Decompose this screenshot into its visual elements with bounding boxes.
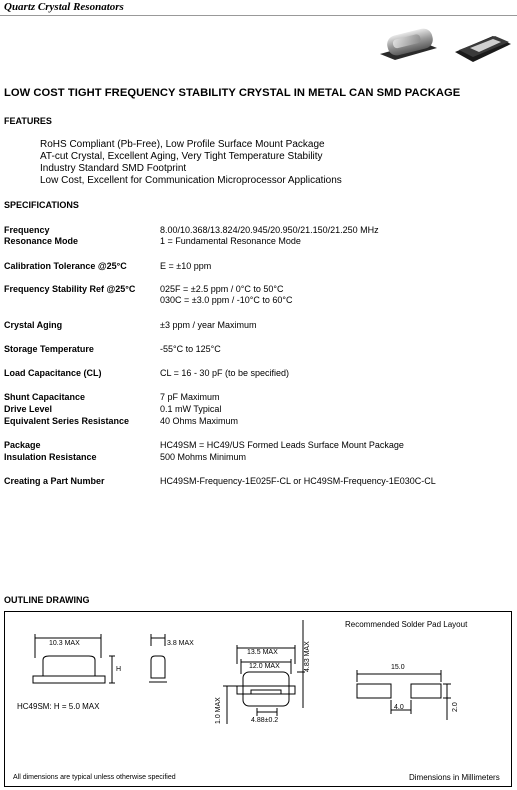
dim-width: 3.8 MAX [167, 640, 194, 647]
spec-value: 40 Ohms Maximum [160, 416, 239, 426]
spec-value: 030C = ±3.0 ppm / -10°C to 60°C [160, 295, 293, 305]
dim-overall-length: 13.5 MAX [247, 649, 278, 656]
feature-item: Industry Standard SMD Footprint [40, 163, 187, 174]
spec-value: -55°C to 125°C [160, 344, 221, 354]
spec-label: Load Capacitance (CL) [4, 368, 102, 378]
feature-item: AT-cut Crystal, Excellent Aging, Very Tight Temperature Stability [40, 151, 323, 162]
outline-drawing [5, 612, 511, 786]
page-header-title: Quartz Crystal Resonators [4, 1, 124, 13]
spec-label: Calibration Tolerance @25°C [4, 261, 127, 271]
features-heading: FEATURES [4, 116, 52, 126]
header-divider [0, 15, 517, 16]
spec-label: Creating a Part Number [4, 476, 105, 486]
dim-pad-span: 15.0 [391, 664, 405, 671]
spec-value: HC49SM = HC49/US Formed Leads Surface Mount Package [160, 440, 404, 450]
dim-length: 10.3 MAX [49, 640, 80, 647]
main-title: LOW COST TIGHT FREQUENCY STABILITY CRYSTAL IN METAL CAN SMD PACKAGE [4, 87, 461, 99]
dim-pad-height: 2.0 [452, 702, 459, 712]
spec-value: 025F = ±2.5 ppm / 0°C to 50°C [160, 284, 284, 294]
dim-lead-spacing: 4.88±0.2 [251, 717, 279, 724]
spec-label: Frequency [4, 225, 50, 235]
spec-label: Drive Level [4, 404, 53, 414]
dim-body-length: 12.0 MAX [249, 663, 280, 670]
dim-top-height: 4.83 MAX [304, 641, 311, 672]
spec-label: Storage Temperature [4, 344, 94, 354]
specifications-heading: SPECIFICATIONS [4, 200, 79, 210]
spec-value: CL = 16 - 30 pF (to be specified) [160, 368, 289, 378]
spec-label: Shunt Capacitance [4, 392, 86, 402]
spec-value: 8.00/10.368/13.824/20.945/20.950/21.150/21.250 MHz [160, 225, 379, 235]
recommended-pad-label: Recommended Solder Pad Layout [345, 620, 468, 629]
spec-value: 1 = Fundamental Resonance Mode [160, 236, 301, 246]
spec-label: Insulation Resistance [4, 452, 97, 462]
hc49sm-height-note: HC49SM: H = 5.0 MAX [17, 702, 100, 711]
dim-lead-height: 1.0 MAX [215, 697, 222, 724]
feature-item: Low Cost, Excellent for Communication Microprocessor Applications [40, 175, 342, 186]
dim-height: H [116, 666, 122, 673]
spec-value: 7 pF Maximum [160, 392, 220, 402]
spec-value: 500 Mohms Minimum [160, 452, 247, 462]
units-note: Dimensions in Millimeters [409, 773, 500, 782]
crystal-product-photo [375, 22, 513, 70]
spec-value: E = ±10 ppm [160, 261, 212, 271]
dim-pad-gap: 4.0 [394, 704, 404, 711]
spec-value: ±3 ppm / year Maximum [160, 320, 257, 330]
spec-value: 0.1 mW Typical [160, 404, 222, 414]
feature-item: RoHS Compliant (Pb-Free), Low Profile Surface Mount Package [40, 139, 325, 150]
spec-label: Equivalent Series Resistance [4, 416, 130, 426]
spec-value: HC49SM-Frequency-1E025F-CL or HC49SM-Frequency-1E030C-CL [160, 476, 436, 486]
outline-drawing-frame [4, 611, 512, 787]
spec-label: Resonance Mode [4, 236, 79, 246]
spec-label: Crystal Aging [4, 320, 63, 330]
dimensions-note: All dimensions are typical unless otherwise specified [13, 774, 176, 781]
outline-heading: OUTLINE DRAWING [4, 595, 90, 605]
spec-label: Frequency Stability Ref @25°C [4, 284, 136, 294]
spec-label: Package [4, 440, 41, 450]
